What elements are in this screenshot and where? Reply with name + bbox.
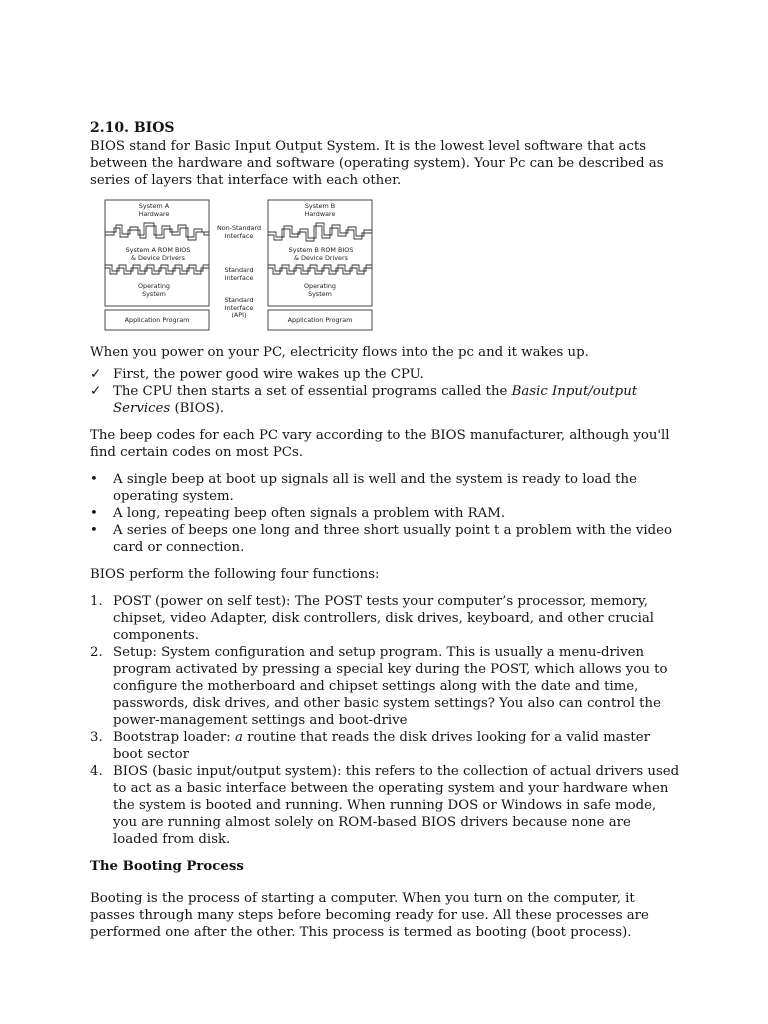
list-number: 3. <box>90 730 103 745</box>
checkmark-icon: ✓ <box>90 367 102 382</box>
bios-layers-diagram <box>104 199 394 339</box>
list-item <box>90 505 680 522</box>
system-b-hardware-edge <box>268 223 372 238</box>
system-a-hardware-edge <box>105 223 209 237</box>
list-item-text: Setup: System configuration and setup program. This is usually a menu-driven program activated by pressing a special key during the POST, which allows you to configure the motherboard and chipset settings along with the date and time, passwords, disk drives, and other basic system settings? You also can control the power-management settings and boot-drive <box>113 645 668 728</box>
list-number: 1. <box>90 594 103 609</box>
document-page <box>90 118 680 941</box>
list-number: 2. <box>90 645 103 660</box>
functions-intro: BIOS perform the following four functions: <box>90 567 380 582</box>
system-b-app-label: Application Program <box>287 316 353 324</box>
intro-paragraph: BIOS stand for Basic Input Output System. It is the lowest level software that acts between the hardware and software (operating system). Your Pc can be described as series of layers that interface with each other. <box>90 139 664 188</box>
checkmark-icon: ✓ <box>90 384 102 399</box>
list-item <box>90 593 680 644</box>
bullet-icon: • <box>90 506 98 521</box>
list-item-text: BIOS (basic input/output system): this refers to the collection of actual drivers used to act as a basic interface between the operating system and your hardware when the system is booted and running. When running DOS or Windows in safe mode, you are running almost solely on ROM-based BIOS drivers because none are loaded from disk. <box>113 764 680 847</box>
list-item-text: POST (power on self test): The POST tests your computer’s processor, memory, chipset, video Adapter, disk controllers, disk drives, keyboard, and other crucial components. <box>113 594 655 643</box>
beep-codes-paragraph: The beep codes for each PC vary according to the BIOS manufacturer, although you'll find certain codes on most PCs. <box>90 428 670 460</box>
check-item-text-end: (BIOS). <box>170 401 225 416</box>
bios-functions-list <box>90 593 680 848</box>
check-item-text: The CPU then starts a set of essential programs called the <box>113 384 512 399</box>
booting-paragraph: Booting is the process of starting a computer. When you turn on the computer, it passes through many steps before becoming ready for use. All these processes are performed one after the other. This process is termed as booting (boot process). <box>90 891 649 940</box>
system-b-bios-label: System B ROM BIOS & Device Drivers <box>288 246 354 262</box>
bios-italic-term: Basic Input/output Services <box>113 384 638 416</box>
section-heading: 2.10. BIOS <box>90 120 175 136</box>
bullet-icon: • <box>90 472 98 487</box>
list-item <box>90 522 680 556</box>
system-a-bios-edge-top <box>105 226 209 240</box>
list-item-text-end: routine that reads the disk drives looking for a valid master boot sector <box>113 730 650 762</box>
power-on-paragraph: When you power on your PC, electricity flows into the pc and it wakes up. <box>90 345 589 360</box>
standard-interface-label: Standard Interface <box>224 266 254 282</box>
power-on-steps <box>90 366 680 417</box>
list-item <box>90 763 680 848</box>
list-item <box>90 729 680 763</box>
list-item-text: A single beep at boot up signals all is well and the system is ready to load the operating system. <box>113 472 637 504</box>
system-b-os-label: Operating System <box>304 282 336 298</box>
system-a-bios-label: System A ROM BIOS & Device Drivers <box>125 246 191 262</box>
check-item <box>90 383 680 417</box>
system-a-os-label: Operating System <box>138 282 170 298</box>
list-item-text: A long, repeating beep often signals a problem with RAM. <box>113 506 506 521</box>
bullet-icon: • <box>90 523 98 538</box>
api-interface-label: Standard Interface (API) <box>224 296 254 319</box>
list-item-text: A series of beeps one long and three short usually point t a problem with the video card or connection. <box>113 523 673 555</box>
italic-word: a <box>234 730 243 745</box>
list-item <box>90 471 680 505</box>
system-a-hardware-label: System A Hardware <box>138 202 170 218</box>
check-item-text: First, the power good wire wakes up the CPU. <box>113 367 424 382</box>
check-item <box>90 366 680 383</box>
system-a-app-label: Application Program <box>124 316 190 324</box>
list-item-text: Bootstrap loader: <box>113 730 235 745</box>
list-item <box>90 644 680 729</box>
beep-codes-list <box>90 471 680 556</box>
list-number: 4. <box>90 764 103 779</box>
system-b-hardware-label: System B Hardware <box>304 202 336 218</box>
nonstandard-interface-label: Non-Standard Interface <box>216 224 262 240</box>
booting-heading: The Booting Process <box>90 859 244 874</box>
